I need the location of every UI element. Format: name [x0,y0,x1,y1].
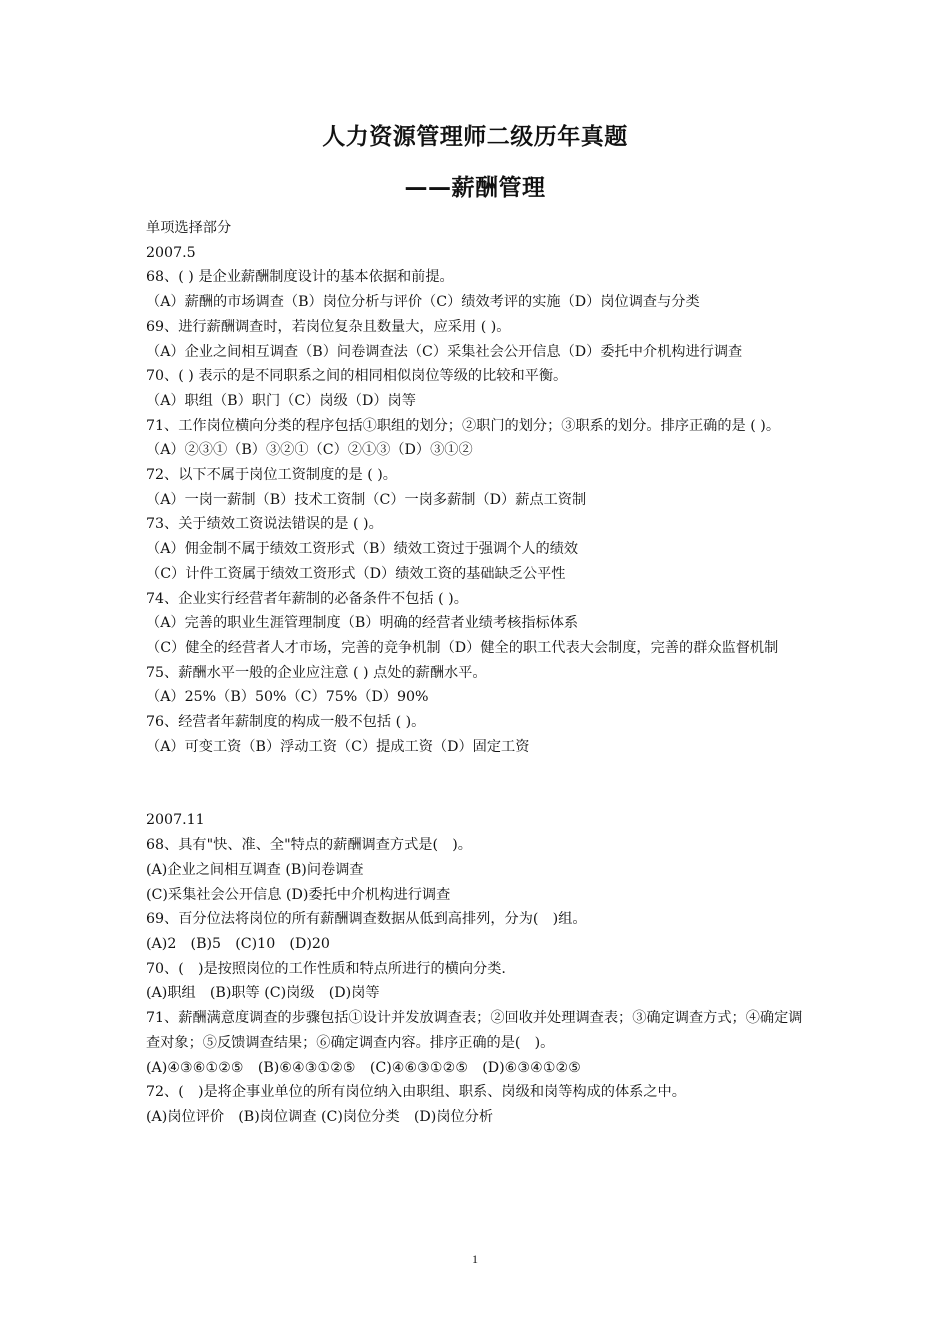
question-line: 68、( ) 是企业薪酬制度设计的基本依据和前提。 [146,269,454,286]
section-spacer [146,759,810,808]
question-line: 76、经营者年薪制度的构成一般不包括 ( )。 [146,714,426,731]
question-line: （C）计件工资属于绩效工资形式（D）绩效工资的基础缺乏公平性 [146,565,566,582]
question-line: 70、( )是按照岗位的工作性质和特点所进行的横向分类. [146,960,506,977]
question-list [146,265,810,759]
question-line: （A）可变工资（B）浮动工资（C）提成工资（D）固定工资 [146,738,530,755]
exam-section-2007-5 [146,241,810,760]
question-line: (A)岗位评价 (B)岗位调查 (C)岗位分类 (D)岗位分析 [146,1108,494,1125]
question-line: (A)企业之间相互调查 (B)问卷调查 [146,861,364,878]
question-line: （A）②③①（B）③②①（C）②①③（D）③①② [146,442,473,459]
document-title: 人力资源管理师二级历年真题 [322,124,628,150]
section-label: 单项选择部分 [146,220,232,236]
question-line: （C）健全的经营者人才市场，完善的竞争机制（D）健全的职工代表大会制度，完善的群众监督机制 [146,639,779,656]
exam-year-heading: 2007.11 [146,812,205,829]
question-line: 73、关于绩效工资说法错误的是 ( )。 [146,516,383,533]
question-line: （A）佣金制不属于绩效工资形式（B）绩效工资过于强调个人的绩效 [146,541,579,558]
document-subtitle: ——薪酬管理 [404,175,546,201]
exam-year-heading: 2007.5 [146,244,196,261]
question-line: (A)④③⑥①②⑤ (B)⑥④③①②⑤ (C)④⑥③①②⑤ (D)⑥③④①②⑤ [146,1059,581,1076]
question-line: （A）薪酬的市场调查（B）岗位分析与评价（C）绩效考评的实施（D）岗位调查与分类 [146,294,700,311]
question-line: 74、企业实行经营者年薪制的必备条件不包括 ( )。 [146,590,468,607]
question-line: 69、进行薪酬调查时，若岗位复杂且数量大，应采用 ( )。 [146,318,511,335]
question-line: （A）职组（B）职门（C）岗级（D）岗等 [146,392,416,409]
question-line: 75、薪酬水平一般的企业应注意 ( ) 点处的薪酬水平。 [146,664,487,681]
document-body [146,216,810,1130]
question-line: 68、具有"快、准、全"特点的薪酬调查方式是( )。 [146,837,472,854]
question-line: 72、以下不属于岗位工资制度的是 ( )。 [146,467,397,484]
question-line: (C)采集社会公开信息 (D)委托中介机构进行调查 [146,886,451,903]
question-line: 71、工作岗位横向分类的程序包括①职组的划分；②职门的划分；③职系的划分。排序正确的是 ( )。 [146,417,781,434]
question-line: (A)职组 (B)职等 (C)岗级 (D)岗等 [146,985,380,1002]
question-line: 72、( )是将企事业单位的所有岗位纳入由职组、职系、岗级和岗等构成的体系之中。 [146,1084,686,1101]
question-line: （A）完善的职业生涯管理制度（B）明确的经营者业绩考核指标体系 [146,615,579,632]
question-line: （A）企业之间相互调查（B）问卷调查法（C）采集社会公开信息（D）委托中介机构进行调查 [146,343,743,360]
exam-section-2007-11 [146,808,810,1129]
question-line: （A）一岗一薪制（B）技术工资制（C）一岗多薪制（D）薪点工资制 [146,491,587,508]
question-line: （A）25%（B）50%（C）75%（D）90% [146,689,429,706]
question-line: 71、薪酬满意度调查的步骤包括①设计并发放调查表；②回收并处理调查表；③确定调查方式；④确定调查对象；⑤反馈调查结果；⑥确定调查内容。排序正确的是( )。 [146,1010,803,1051]
question-line: 69、百分位法将岗位的所有薪酬调查数据从低到高排列，分为( )组。 [146,911,587,928]
question-list [146,833,810,1129]
question-line: (A)2 (B)5 (C)10 (D)20 [146,935,330,952]
page-number: 1 [472,1252,478,1266]
question-line: 70、( ) 表示的是不同职系之间的相同相似岗位等级的比较和平衡。 [146,368,568,385]
